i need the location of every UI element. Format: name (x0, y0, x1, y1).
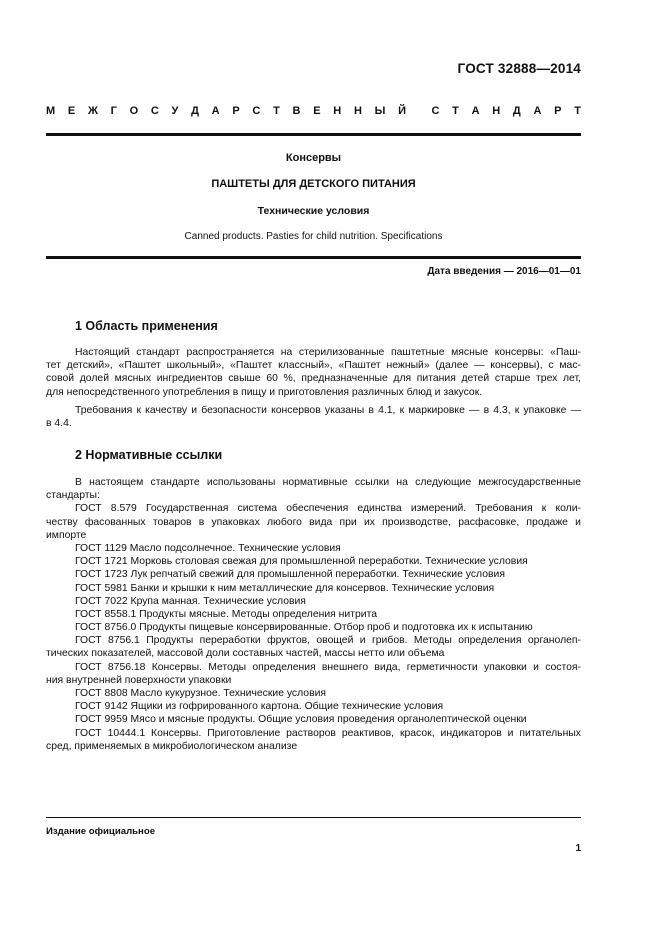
section-1-paragraph-2 (46, 404, 581, 430)
reference-line: ГОСТ 9959 Мясо и мясные продукты. Общие условия проведения органолептической оценки (75, 714, 527, 726)
banner-letter: С (252, 105, 261, 117)
banner-letter: Ы (374, 105, 386, 117)
reference-line: стандарты: (46, 490, 100, 502)
banner-letter: Д (512, 105, 521, 117)
text-line: Требования к качеству и безопасности консервов указаны в 4.1, к маркировке — в 4.3, к упаковке — (75, 405, 581, 416)
banner-letter: С (150, 105, 159, 117)
header-rule (46, 133, 581, 136)
title-rule (46, 256, 581, 259)
banner-letter: Т (574, 105, 581, 117)
text-line: совой долей мясных ингредиентов свыше 60 %, предназначенные для питания детей старше трех лет, (46, 373, 581, 385)
banner-letter: М (46, 105, 56, 117)
reference-line: ГОСТ 1129 Масло подсолнечное. Технические условия (75, 542, 341, 554)
interstate-standard-banner (46, 105, 581, 117)
reference-line: ГОСТ 9142 Ящики из гофрированного картона. Общие технические условия (75, 701, 444, 713)
doc-subtitle: Технические условия (257, 205, 370, 217)
banner-letter: Н (353, 105, 362, 117)
banner-letter: Г (110, 105, 117, 117)
intro-date: Дата введения — 2016—01—01 (427, 266, 581, 277)
banner-letter: Н (333, 105, 342, 117)
banner-letter: А (533, 105, 542, 117)
reference-line: честву фасованных товаров в упаковках любого вида при их производстве, расфасовке, продаже и (46, 516, 581, 528)
reference-line: ГОСТ 10444.1 Консервы. Приготовление растворов реактивов, красок, индикаторов и питательных (75, 727, 581, 739)
banner-letter: Р (554, 105, 562, 117)
banner-letter: Ж (87, 105, 98, 117)
reference-line: В настоящем стандарте использованы нормативные ссылки на следующие межгосударственные (75, 477, 581, 488)
reference-line: ГОСТ 8558.1 Продукты мясные. Методы определения нитрита (75, 608, 377, 620)
reference-line: тических показателей, массовой доли составных частей, массы нетто или объема (46, 648, 445, 660)
reference-line: ГОСТ 5981 Банки и крышки к ним металлические для консервов. Технические условия (75, 582, 495, 594)
text-line: Настоящий стандарт распространяется на стерилизованные паштетные мясные консервы: «Пaш- (75, 347, 581, 358)
banner-letter: В (292, 105, 301, 117)
banner-letter: Т (273, 105, 280, 117)
reference-line: ния внутренней поверхности упаковки (46, 674, 232, 686)
doc-category: Консервы (285, 152, 342, 164)
reference-line: ГОСТ 1723 Лук репчатый свежий для промышленной переработки. Технические условия (75, 569, 505, 581)
section-2-heading: 2 Нормативные ссылки (75, 448, 223, 462)
reference-line: ГОСТ 8808 Масло кукурузное. Технические условия (75, 688, 327, 699)
banner-letter: Е (67, 105, 76, 117)
page-number: 1 (575, 843, 581, 854)
section-1-heading: 1 Область применения (75, 319, 218, 333)
doc-title: ПАШТЕТЫ ДЛЯ ДЕТСКОГО ПИТАНИЯ (211, 178, 416, 190)
banner-letter: О (129, 105, 139, 117)
banner-letter: Д (191, 105, 199, 117)
normative-references-list (46, 476, 581, 753)
section-1-paragraph-1 (46, 346, 581, 399)
reference-line: сред, применяемых в микробиологическом анализе (46, 740, 298, 752)
reference-line: ГОСТ 8.579 Государственная система обеспечения единства измерений. Требования к коли- (75, 503, 581, 515)
banner-letter: А (471, 105, 480, 117)
banner-letter: С (431, 105, 440, 117)
reference-line: ГОСТ 8756.1 Продукты переработки фруктов, овощей и грибов. Методы определения органолеп- (75, 635, 581, 647)
banner-letter: Р (232, 105, 240, 117)
reference-line: ГОСТ 7022 Крупа манная. Технические условия (75, 595, 306, 607)
banner-letter: Н (492, 105, 501, 117)
text-line: для непосредственного употребления в пищу и приготовления различных блюд и закусок. (46, 386, 483, 398)
banner-letter: А (211, 105, 220, 117)
reference-line: импорте (46, 529, 87, 541)
banner-letter: У (171, 105, 179, 117)
official-edition-label: Издание официальное (46, 826, 156, 837)
text-line: тет детский», «Паштет школьный», «Паштет классный», «Паштет нежный» (далее — консервы), с мас- (46, 360, 581, 372)
banner-letter: Е (313, 105, 321, 117)
footer-rule (46, 817, 581, 818)
reference-line: ГОСТ 8756.18 Консервы. Методы определения внешнего вида, герметичности упаковки и состоя- (75, 661, 581, 673)
gost-code: ГОСТ 32888—2014 (457, 61, 581, 76)
doc-english-title: Canned products. Pasties for child nutrition. Specifications (184, 231, 443, 242)
reference-line: ГОСТ 1721 Морковь столовая свежая для промышленной переработки. Технические условия (75, 556, 528, 568)
reference-line: ГОСТ 8756.0 Продукты пищевые консервированные. Отбор проб и подготовка их к испытанию (75, 622, 533, 634)
banner-letter: Т (452, 105, 459, 117)
banner-letter: Й (398, 105, 407, 117)
text-line: в 4.4. (46, 418, 72, 430)
